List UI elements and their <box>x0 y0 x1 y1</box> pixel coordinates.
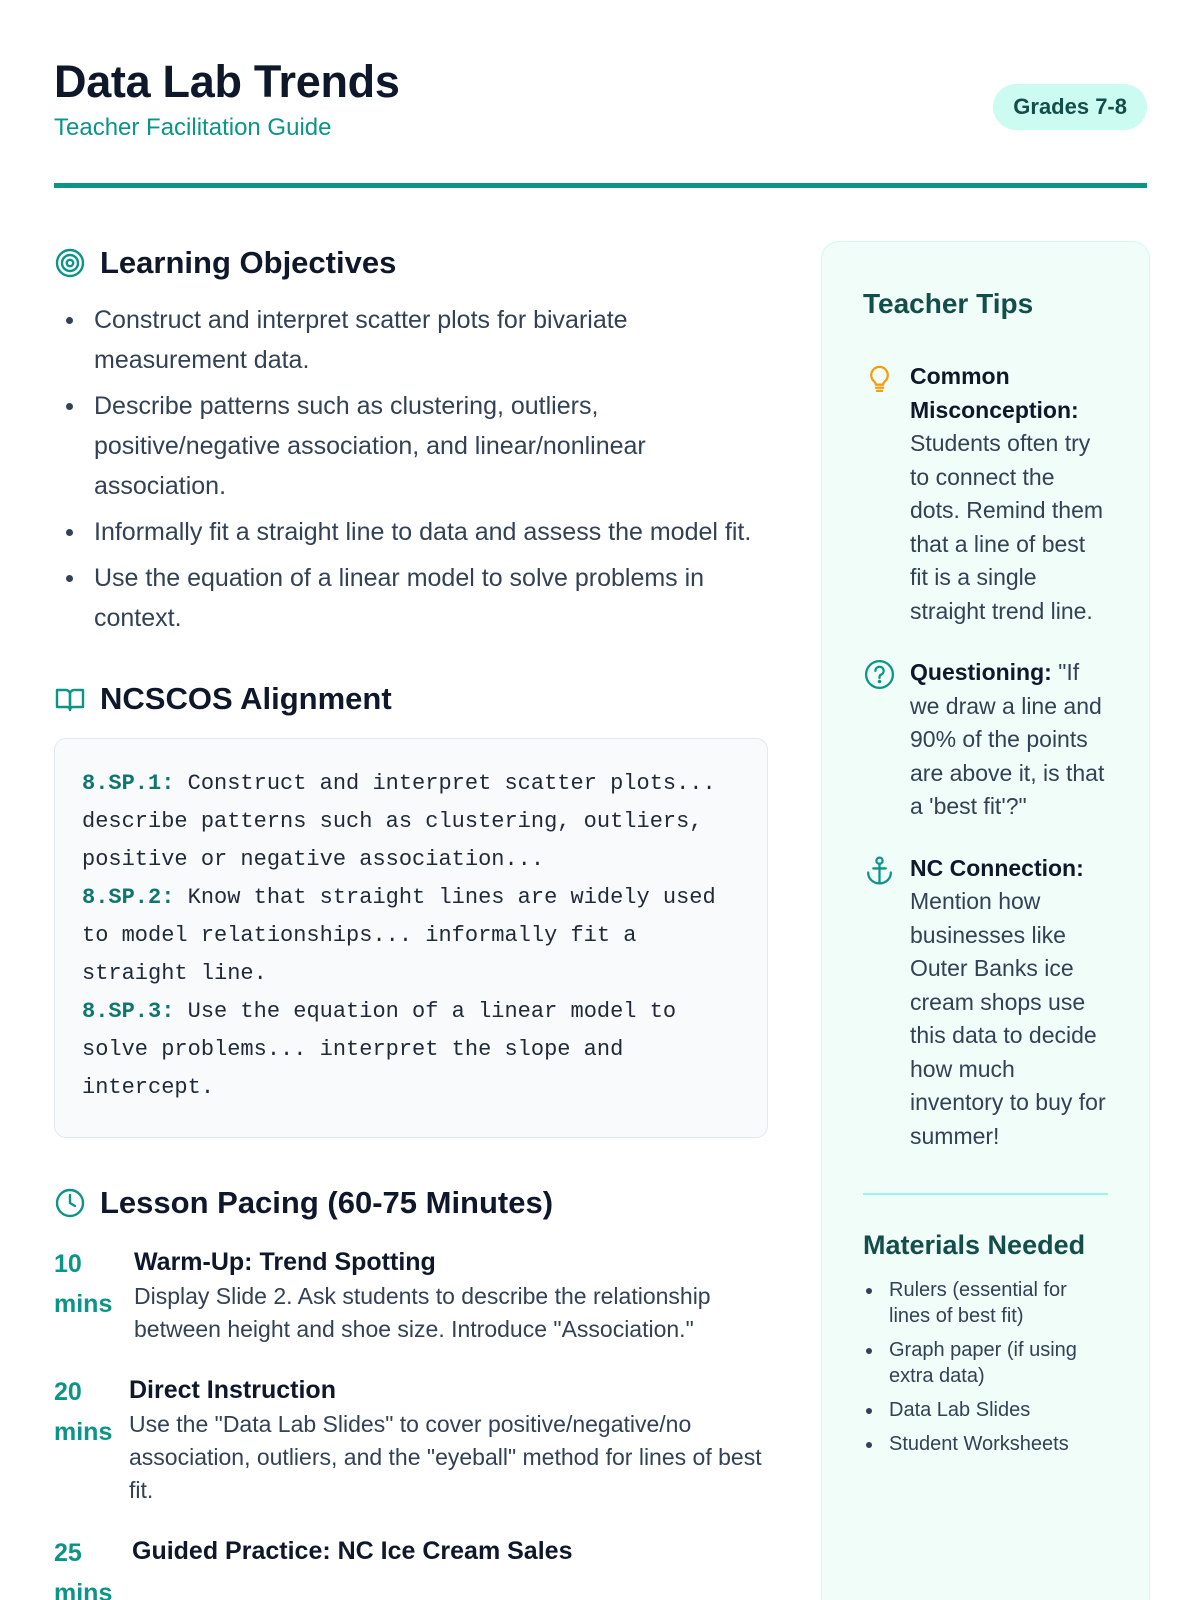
list-item: Use the equation of a linear model to solve problems in context. <box>54 558 768 638</box>
tip-label: Questioning: <box>910 659 1052 685</box>
standard-text: Know that straight lines are widely used to model relationships... informally fit a straight line. <box>82 885 716 986</box>
page-title: Data Lab Trends <box>54 56 400 107</box>
sidebar-title: Teacher Tips <box>863 288 1034 319</box>
standard-text: Use the equation of a linear model to solve problems... interpret the slope and intercept. <box>82 999 677 1100</box>
tip-item <box>863 656 1109 824</box>
list-item: Construct and interpret scatter plots for bivariate measurement data. <box>54 300 768 380</box>
main-content <box>54 240 768 1600</box>
tip-text: Students often try to connect the dots. Remind them that a line of best fit is a single straight trend line. <box>910 430 1104 624</box>
teacher-tips-sidebar <box>821 241 1150 1600</box>
list-item: Data Lab Slides <box>863 1397 1109 1423</box>
tip-text: Mention how businesses like Outer Banks ice cream shops use this data to decide how much inventory to buy for summer! <box>910 888 1106 1149</box>
standard-code: 8.SP.3: <box>82 999 175 1024</box>
sidebar-divider <box>863 1193 1108 1195</box>
ncscos-standards-box <box>54 738 768 1138</box>
pacing-desc: Display Slide 2. Ask students to describe the relationship between height and shoe size. Introduce "Association." <box>134 1283 711 1342</box>
ncscos-heading-text: NCSCOS Alignment <box>100 681 392 716</box>
standard-item <box>82 765 741 879</box>
standard-code: 8.SP.2: <box>82 885 175 910</box>
lightbulb-icon <box>863 362 896 395</box>
pacing-title: Direct Instruction <box>129 1376 336 1404</box>
materials-list <box>863 1277 1109 1457</box>
pacing-desc: Use the "Data Lab Slides" to cover positive/negative/no association, outliers, and the "eyeball" method for lines of best fit. <box>129 1411 762 1503</box>
standard-item <box>82 993 741 1107</box>
list-item: Rulers (essential for lines of best fit) <box>863 1277 1109 1329</box>
list-item: Student Worksheets <box>863 1431 1109 1457</box>
page-subtitle: Teacher Facilitation Guide <box>54 113 332 141</box>
ncscos-heading <box>54 676 768 722</box>
list-item: Graph paper (if using extra data) <box>863 1337 1109 1389</box>
target-icon <box>54 247 86 279</box>
pacing-title: Guided Practice: NC Ice Cream Sales <box>132 1537 573 1565</box>
pacing-title: Warm-Up: Trend Spotting <box>134 1248 436 1276</box>
page-header <box>54 50 1147 188</box>
materials-title: Materials Needed <box>863 1230 1086 1260</box>
standard-text: Construct and interpret scatter plots... describe patterns such as clustering, outliers, positive or negative association... <box>82 771 716 872</box>
tip-item <box>863 360 1109 628</box>
list-item: Informally fit a straight line to data and assess the model fit. <box>54 512 768 552</box>
standard-item <box>82 879 741 993</box>
tip-label: Common Misconception: <box>910 363 1079 423</box>
pacing-item <box>54 1533 768 1600</box>
pacing-heading-text: Lesson Pacing (60-75 Minutes) <box>100 1185 554 1220</box>
pacing-item <box>54 1372 768 1507</box>
objectives-heading <box>54 240 768 286</box>
pacing-time: 20 mins <box>54 1378 113 1446</box>
list-item: Describe patterns such as clustering, outliers, positive/negative association, and linear/nonlinear association. <box>54 386 768 506</box>
tip-label: NC Connection: <box>910 854 1084 881</box>
objectives-list <box>54 300 768 638</box>
grade-badge: Grades 7-8 <box>993 84 1147 130</box>
tip-text: "If we draw a line and 90% of the points are above it, is that a 'best fit'?" <box>910 659 1105 819</box>
question-circle-icon <box>863 658 896 691</box>
objectives-heading-text: Learning Objectives <box>100 245 397 280</box>
pacing-time: 25 mins <box>54 1539 113 1600</box>
tip-item <box>863 852 1109 1154</box>
anchor-icon <box>863 854 896 887</box>
standard-code: 8.SP.1: <box>82 771 175 796</box>
pacing-item <box>54 1244 768 1346</box>
pacing-time: 10 mins <box>54 1250 113 1318</box>
clock-icon <box>54 1187 86 1219</box>
pacing-heading <box>54 1180 768 1226</box>
book-open-icon <box>54 683 86 715</box>
